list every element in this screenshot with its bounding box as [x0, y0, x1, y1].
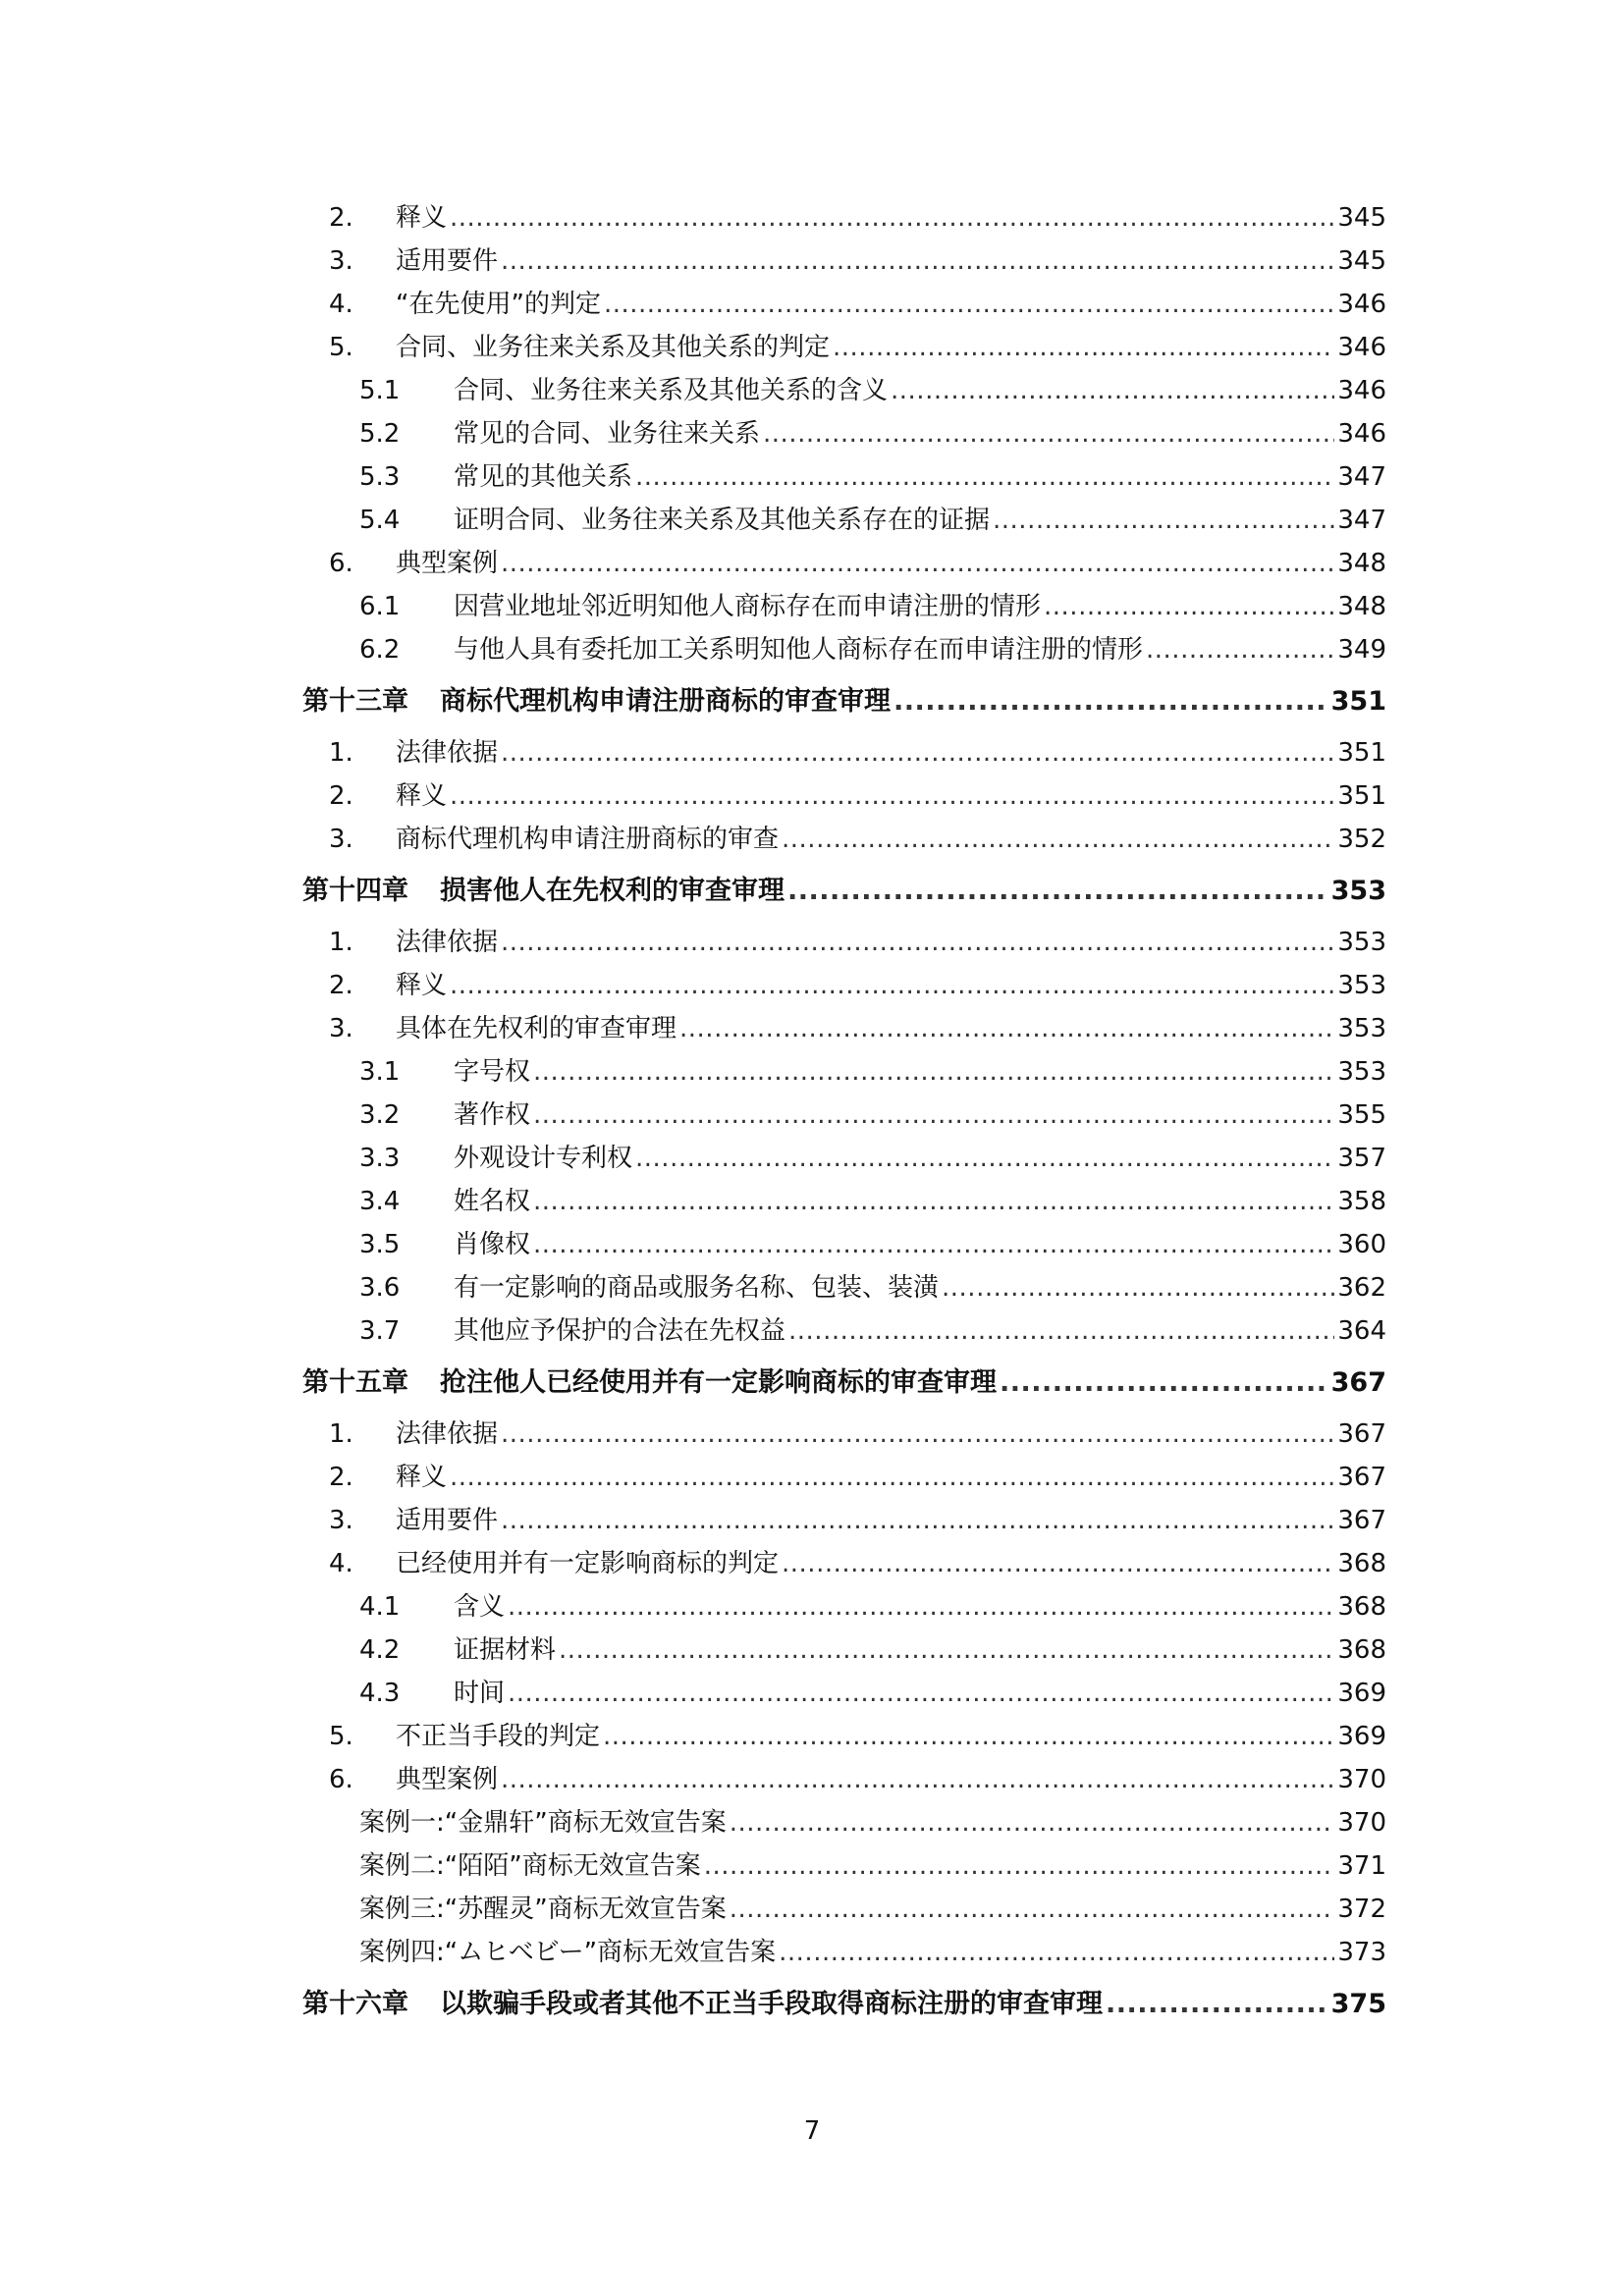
toc-entry-number: 3.4 [359, 1187, 401, 1216]
toc-entry-page: 362 [1337, 1273, 1386, 1303]
dot-leader [533, 1094, 1334, 1137]
toc-entry-number: 1. [329, 1419, 353, 1449]
toc-entry-title: 姓名权 [454, 1187, 531, 1216]
toc-entry-number: 5.1 [359, 376, 401, 405]
toc-entry-title: 案例二:“陌陌”商标无效宣告案 [359, 1851, 701, 1881]
toc-entry-title: 外观设计专利权 [454, 1144, 633, 1173]
toc-entry-page: 345 [1337, 246, 1386, 276]
toc-entry[interactable] [302, 1672, 1386, 1715]
dot-leader [450, 1456, 1334, 1499]
toc-entry-title: 肖像权 [454, 1230, 531, 1259]
toc-entry-page: 353 [1337, 971, 1386, 1000]
toc-entry-page: 353 [1337, 928, 1386, 957]
toc-entry-title: 抢注他人已经使用并有一定影响商标的审查审理 [440, 1367, 997, 1398]
toc-chapter-entry[interactable] [302, 1353, 1386, 1413]
toc-entry-title: 法律依据 [396, 1419, 499, 1449]
toc-entry-page: 368 [1337, 1635, 1386, 1665]
toc-entry-title: 适用要件 [396, 246, 499, 276]
toc-entry-number: 5. [329, 1722, 353, 1751]
toc-chapter-entry[interactable] [302, 1974, 1386, 2034]
toc-entry-page: 368 [1337, 1592, 1386, 1622]
toc-entry[interactable] [302, 499, 1386, 542]
toc-entry-number: 2. [329, 1463, 353, 1492]
toc-entry-page: 353 [1337, 1057, 1386, 1087]
toc-entry-title: 已经使用并有一定影响商标的判定 [396, 1549, 780, 1578]
toc-entry-title: 释义 [396, 203, 448, 233]
toc-entry-page: 364 [1337, 1316, 1386, 1346]
dot-leader [603, 1715, 1334, 1758]
toc-entry-title: 损害他人在先权利的审查审理 [440, 876, 785, 906]
dot-leader [1106, 1974, 1328, 2034]
toc-entry-title: 因营业地址邻近明知他人商标存在而申请注册的情形 [454, 592, 1042, 621]
toc-entry-title: “在先使用”的判定 [396, 290, 601, 319]
page-number: 7 [803, 2116, 821, 2146]
dot-leader [508, 1585, 1334, 1629]
dot-leader [893, 671, 1328, 731]
toc-entry-page: 371 [1337, 1851, 1386, 1881]
toc-entry[interactable] [302, 1715, 1386, 1758]
toc-entry-number: 6. [329, 549, 353, 578]
toc-entry-title: 以欺骗手段或者其他不正当手段取得商标注册的审查审理 [440, 1989, 1103, 2019]
toc-entry-number: 3. [329, 1014, 353, 1043]
toc-entry-title: 著作权 [454, 1100, 531, 1130]
toc-entry-page: 370 [1337, 1765, 1386, 1794]
toc-entry-title: 常见的其他关系 [454, 462, 633, 492]
dot-leader [501, 542, 1334, 585]
toc-entry-title: 释义 [396, 781, 448, 811]
toc-entry-number: 3. [329, 246, 353, 276]
toc-entry-number: 3.1 [359, 1057, 401, 1087]
dot-leader [635, 1137, 1334, 1180]
toc-entry-number: 3.5 [359, 1230, 401, 1259]
toc-entry-number: 2. [329, 971, 353, 1000]
dot-leader [679, 1007, 1334, 1050]
toc-entry-page: 360 [1337, 1230, 1386, 1259]
dot-leader [501, 240, 1334, 283]
toc-entry-page: 373 [1337, 1938, 1386, 1967]
toc-entry-title: 适用要件 [396, 1506, 499, 1535]
dot-leader [450, 774, 1334, 818]
toc-entry[interactable] [302, 731, 1386, 774]
toc-entry[interactable] [302, 628, 1386, 671]
dot-leader [942, 1266, 1334, 1309]
toc-entry-page: 348 [1337, 592, 1386, 621]
toc-entry-page: 351 [1330, 686, 1386, 717]
toc-entry-number: 5.3 [359, 462, 401, 492]
toc-entry-title: 证明合同、业务往来关系及其他关系存在的证据 [454, 506, 991, 535]
toc-entry-title: 典型案例 [396, 1765, 499, 1794]
toc-entry-number: 2. [329, 781, 353, 811]
toc-entry[interactable] [302, 1758, 1386, 1801]
toc-entry-page: 346 [1337, 419, 1386, 449]
toc-entry-number: 6.2 [359, 635, 401, 665]
toc-entry[interactable] [302, 921, 1386, 964]
toc-entry[interactable] [302, 369, 1386, 412]
toc-entry-number: 6. [329, 1765, 353, 1794]
toc-entry-title: 典型案例 [396, 549, 499, 578]
dot-leader [501, 921, 1334, 964]
toc-entry-page: 353 [1337, 1014, 1386, 1043]
toc-chapter-entry[interactable] [302, 861, 1386, 921]
toc-entry-number: 5.2 [359, 419, 401, 449]
dot-leader [533, 1050, 1334, 1094]
toc-entry[interactable] [302, 1629, 1386, 1672]
dot-leader [533, 1223, 1334, 1266]
toc-entry-number: 1. [329, 928, 353, 957]
toc-entry-page: 369 [1337, 1679, 1386, 1708]
toc-entry-number: 3.7 [359, 1316, 401, 1346]
toc-entry-page: 347 [1337, 506, 1386, 535]
toc-entry[interactable] [302, 1309, 1386, 1353]
toc-entry[interactable] [302, 585, 1386, 628]
toc-entry-title: 案例三:“苏醒灵”商标无效宣告案 [359, 1895, 727, 1924]
dot-leader [533, 1180, 1334, 1223]
toc-entry-number: 1. [329, 738, 353, 768]
toc-chapter-entry[interactable] [302, 671, 1386, 731]
toc-entry[interactable] [302, 1137, 1386, 1180]
toc-entry[interactable] [302, 1050, 1386, 1094]
toc-entry-page: 368 [1337, 1549, 1386, 1578]
dot-leader [508, 1672, 1334, 1715]
toc-entry[interactable] [302, 1266, 1386, 1309]
dot-leader [787, 861, 1328, 921]
toc-entry-number: 4. [329, 1549, 353, 1578]
toc-entry[interactable] [302, 1007, 1386, 1050]
dot-leader [730, 1801, 1335, 1844]
toc-entry-title: 法律依据 [396, 738, 499, 768]
toc-entry[interactable] [302, 1094, 1386, 1137]
toc-entry-title: 释义 [396, 971, 448, 1000]
toc-entry[interactable] [302, 283, 1386, 326]
toc-entry-title: 与他人具有委托加工关系明知他人商标存在而申请注册的情形 [454, 635, 1144, 665]
toc-entry[interactable] [302, 412, 1386, 455]
dot-leader [782, 1542, 1334, 1585]
toc-entry-page: 346 [1337, 333, 1386, 362]
toc-entry-title: 证据材料 [454, 1635, 557, 1665]
toc-entry-title: 含义 [454, 1592, 506, 1622]
toc-entry-number: 4.1 [359, 1592, 401, 1622]
dot-leader [1000, 1353, 1328, 1413]
toc-entry-number: 3.3 [359, 1144, 401, 1173]
toc-entry-page: 346 [1337, 290, 1386, 319]
toc-entry-number: 3.2 [359, 1100, 401, 1130]
toc-entry-title: 释义 [396, 1463, 448, 1492]
toc-entry-page: 355 [1337, 1100, 1386, 1130]
dot-leader [604, 283, 1334, 326]
toc-entry-number: 5. [329, 333, 353, 362]
toc-entry-number: 6.1 [359, 592, 401, 621]
toc-entry-number: 3.6 [359, 1273, 401, 1303]
toc-entry-page: 367 [1337, 1419, 1386, 1449]
toc-entry[interactable] [302, 774, 1386, 818]
toc-entry-number: 第十六章 [302, 1989, 408, 2019]
toc-entry[interactable] [302, 1499, 1386, 1542]
dot-leader [779, 1931, 1334, 1974]
toc-entry-number: 4.2 [359, 1635, 401, 1665]
dot-leader [763, 412, 1334, 455]
toc-entry-page: 353 [1330, 876, 1386, 906]
dot-leader [501, 731, 1334, 774]
toc-entry[interactable] [302, 240, 1386, 283]
toc-entry-page: 357 [1337, 1144, 1386, 1173]
toc-entry-page: 370 [1337, 1808, 1386, 1838]
dot-leader [891, 369, 1334, 412]
toc-entry-title: 合同、业务往来关系及其他关系的含义 [454, 376, 889, 405]
toc-entry[interactable] [302, 1456, 1386, 1499]
dot-leader [559, 1629, 1334, 1672]
dot-leader [501, 1758, 1334, 1801]
toc-entry-title: 常见的合同、业务往来关系 [454, 419, 761, 449]
toc-entry[interactable] [302, 964, 1386, 1007]
toc-entry-page: 347 [1337, 462, 1386, 492]
table-of-contents [302, 196, 1386, 2034]
toc-entry-page: 346 [1337, 376, 1386, 405]
toc-entry-number: 5.4 [359, 506, 401, 535]
dot-leader [1044, 585, 1334, 628]
toc-entry-title: 商标代理机构申请注册商标的审查审理 [440, 686, 891, 717]
toc-entry[interactable] [302, 455, 1386, 499]
dot-leader [501, 1413, 1334, 1456]
toc-entry-title: 法律依据 [396, 928, 499, 957]
toc-entry-page: 372 [1337, 1895, 1386, 1924]
toc-entry[interactable] [302, 326, 1386, 369]
toc-entry-page: 369 [1337, 1722, 1386, 1751]
toc-entry[interactable] [302, 1542, 1386, 1585]
toc-entry-number: 第十三章 [302, 686, 408, 717]
dot-leader [501, 1499, 1334, 1542]
toc-entry[interactable] [302, 1844, 1386, 1888]
dot-leader [704, 1844, 1335, 1888]
toc-entry-title: 具体在先权利的审查审理 [396, 1014, 677, 1043]
toc-entry-page: 352 [1337, 825, 1386, 854]
toc-entry[interactable] [302, 1585, 1386, 1629]
toc-entry[interactable] [302, 1223, 1386, 1266]
dot-leader [1146, 628, 1334, 671]
toc-entry[interactable] [302, 1931, 1386, 1974]
dot-leader [730, 1888, 1335, 1931]
toc-entry[interactable] [302, 1413, 1386, 1456]
toc-entry[interactable] [302, 818, 1386, 861]
toc-entry-number: 2. [329, 203, 353, 233]
dot-leader [782, 818, 1334, 861]
toc-entry-number: 第十四章 [302, 876, 408, 906]
toc-entry-page: 367 [1330, 1367, 1386, 1398]
toc-entry-title: 商标代理机构申请注册商标的审查 [396, 825, 780, 854]
toc-entry[interactable] [302, 196, 1386, 240]
toc-entry-title: 时间 [454, 1679, 506, 1708]
toc-entry-page: 349 [1337, 635, 1386, 665]
toc-entry-title: 有一定影响的商品或服务名称、包装、装潢 [454, 1273, 940, 1303]
toc-entry-number: 第十五章 [302, 1367, 408, 1398]
toc-entry-page: 375 [1330, 1989, 1386, 2019]
toc-entry-title: 字号权 [454, 1057, 531, 1087]
dot-leader [993, 499, 1334, 542]
toc-entry[interactable] [302, 542, 1386, 585]
dot-leader [450, 964, 1334, 1007]
toc-entry-title: 案例四:“ムヒベビー”商标无效宣告案 [359, 1938, 777, 1967]
toc-entry-number: 4. [329, 290, 353, 319]
toc-entry[interactable] [302, 1180, 1386, 1223]
toc-entry-title: 案例一:“金鼎轩”商标无效宣告案 [359, 1808, 727, 1838]
toc-entry-number: 3. [329, 1506, 353, 1535]
toc-entry-page: 367 [1337, 1463, 1386, 1492]
dot-leader [788, 1309, 1334, 1353]
toc-entry-title: 不正当手段的判定 [396, 1722, 601, 1751]
dot-leader [450, 196, 1334, 240]
toc-entry[interactable] [302, 1801, 1386, 1844]
toc-entry[interactable] [302, 1888, 1386, 1931]
toc-entry-title: 其他应予保护的合法在先权益 [454, 1316, 786, 1346]
toc-entry-page: 351 [1337, 738, 1386, 768]
toc-entry-number: 4.3 [359, 1679, 401, 1708]
toc-entry-page: 345 [1337, 203, 1386, 233]
toc-entry-number: 3. [329, 825, 353, 854]
dot-leader [833, 326, 1334, 369]
toc-entry-page: 348 [1337, 549, 1386, 578]
toc-entry-page: 358 [1337, 1187, 1386, 1216]
dot-leader [635, 455, 1334, 499]
toc-entry-page: 351 [1337, 781, 1386, 811]
toc-entry-page: 367 [1337, 1506, 1386, 1535]
toc-entry-title: 合同、业务往来关系及其他关系的判定 [396, 333, 831, 362]
